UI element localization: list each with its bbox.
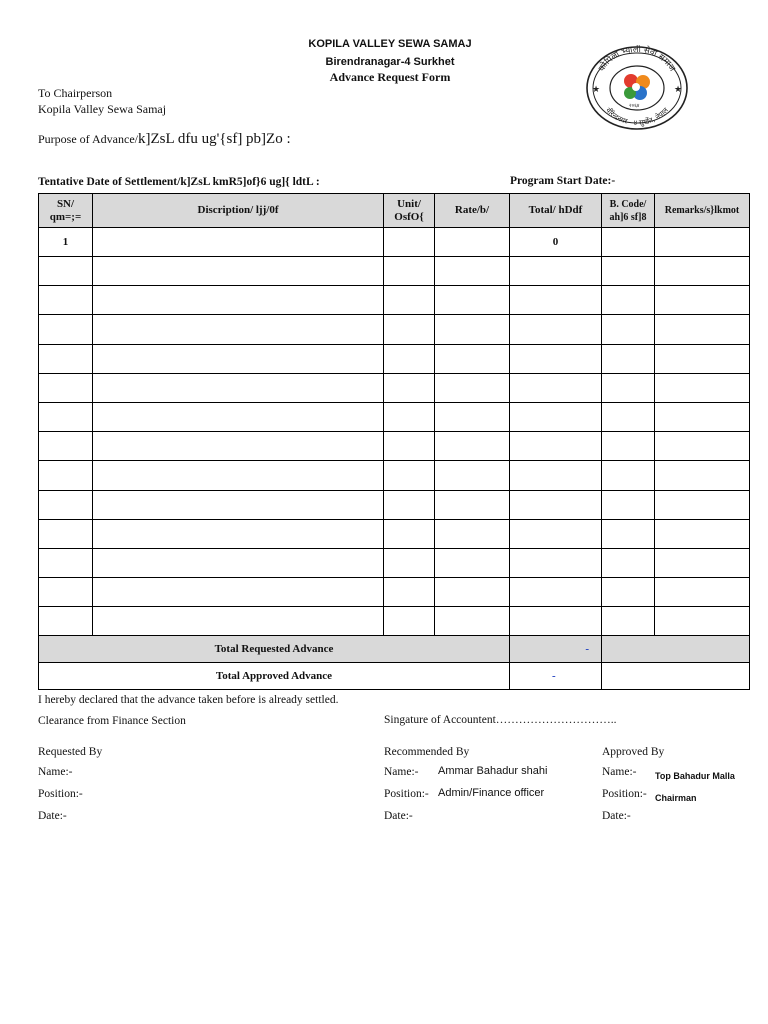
row-remarks[interactable] [655,578,750,607]
row-total[interactable] [510,607,602,636]
row-unit[interactable] [384,432,435,461]
table-row [39,402,750,431]
header-rate: Rate/b/ [435,194,510,228]
table-row [39,519,750,548]
approved-by-title: Approved By [602,746,665,758]
total-requested-value: - [585,643,589,656]
row-unit[interactable] [384,373,435,402]
purpose-label-alt: k]ZsL dfu ug'{sf] pb]Zo : [137,131,291,147]
row-budget-code[interactable] [602,519,655,548]
row-rate[interactable] [435,286,510,315]
row-unit[interactable] [384,548,435,577]
row-total[interactable] [510,344,602,373]
declaration-text: I hereby declared that the advance taken before is already settled. [38,694,339,706]
row-unit[interactable] [384,286,435,315]
row-description[interactable] [93,315,384,344]
svg-text:कोपिला भ्याली सेवा समाज: कोपिला भ्याली सेवा समाज [597,45,677,74]
purpose-of-advance [38,131,291,148]
row-unit[interactable] [384,315,435,344]
row-unit[interactable] [384,402,435,431]
row-description[interactable] [93,461,384,490]
approved-by-position-value: Chairman [655,793,697,803]
row-remarks[interactable] [655,373,750,402]
svg-text:वीरेन्द्रनगर - ४ सुर्खेत, नेपा: वीरेन्द्रनगर - ४ सुर्खेत, नेपाल [604,106,670,128]
row-sn[interactable] [39,548,93,577]
row-budget-code[interactable] [602,257,655,286]
row-description[interactable] [93,344,384,373]
row-budget-code[interactable] [602,607,655,636]
row-total[interactable] [510,257,602,286]
row-description[interactable] [93,402,384,431]
total-requested-label: Total Requested Advance [39,636,510,663]
row-sn[interactable] [39,286,93,315]
row-budget-code[interactable] [602,548,655,577]
row-total[interactable] [510,578,602,607]
row-rate[interactable] [435,315,510,344]
row-total[interactable] [510,402,602,431]
row-remarks[interactable] [655,228,750,257]
row-budget-code[interactable] [602,315,655,344]
advance-items-table [38,193,750,690]
organization-address: Birendranagar-4 Surkhet [325,56,455,68]
svg-text:★: ★ [674,84,683,94]
row-sn[interactable] [39,402,93,431]
row-description[interactable] [93,432,384,461]
row-remarks[interactable] [655,257,750,286]
total-requested-empty [602,636,750,663]
row-total[interactable] [510,373,602,402]
requested-by-title: Requested By [38,746,103,758]
row-rate[interactable] [435,257,510,286]
row-remarks[interactable] [655,461,750,490]
recommended-by-name-label: Name:- [384,766,419,778]
row-remarks[interactable] [655,490,750,519]
table-row [39,286,750,315]
approved-by-date-label: Date:- [602,810,631,822]
row-description[interactable] [93,373,384,402]
row-sn: 1 [39,228,93,257]
total-approved-label: Total Approved Advance [39,663,510,690]
row-unit[interactable] [384,257,435,286]
table-row [39,461,750,490]
header-unit: Unit/ OsfO{ [384,194,435,228]
row-total[interactable] [510,461,602,490]
row-budget-code[interactable] [602,578,655,607]
row-sn[interactable] [39,315,93,344]
header-remarks: Remarks/s}lkmot [655,194,750,228]
row-sn[interactable] [39,344,93,373]
row-budget-code[interactable] [602,461,655,490]
row-unit[interactable] [384,519,435,548]
requested-by-position-label: Position:- [38,788,83,800]
row-description[interactable] [93,519,384,548]
row-sn[interactable] [39,373,93,402]
table-row [39,373,750,402]
row-budget-code[interactable] [602,373,655,402]
total-approved-empty[interactable] [602,663,750,690]
settlement-date-label: Tentative Date of Settlement/k]ZsL kmR5]of}6 ug]{ ldtL : [38,176,320,188]
svg-text:★: ★ [592,84,601,94]
row-rate[interactable] [435,490,510,519]
row-remarks[interactable] [655,548,750,577]
requested-by-name-label: Name:- [38,766,73,778]
row-unit[interactable] [384,578,435,607]
row-rate[interactable] [435,228,510,257]
row-description[interactable] [93,228,384,257]
approved-by-name-value: Top Bahadur Malla [655,771,735,781]
row-unit[interactable] [384,461,435,490]
recommended-by-name-value: Ammar Bahadur shahi [438,765,548,777]
row-sn[interactable] [39,607,93,636]
recommended-by-position-value: Admin/Finance officer [438,787,545,799]
requested-by-date-label: Date:- [38,810,67,822]
table-row [39,344,750,373]
row-rate[interactable] [435,548,510,577]
table-row [39,432,750,461]
row-total[interactable] [510,286,602,315]
row-budget-code[interactable] [602,228,655,257]
row-budget-code[interactable] [602,286,655,315]
row-rate[interactable] [435,519,510,548]
row-sn[interactable] [39,490,93,519]
row-total[interactable] [510,548,602,577]
row-remarks[interactable] [655,432,750,461]
table-row [39,548,750,577]
header-total: Total/ hDdf [510,194,602,228]
row-rate[interactable] [435,432,510,461]
table-row [39,578,750,607]
recipient-title: To Chairperson [38,86,113,100]
row-sn[interactable] [39,519,93,548]
row-description[interactable] [93,490,384,519]
total-approved-row [39,663,750,690]
purpose-label: Purpose of Advance/ [38,132,138,146]
recipient-organization: Kopila Valley Sewa Samaj [38,102,167,116]
total-requested-row [39,636,750,663]
header-sn: SN/ qm=;= [39,194,93,228]
row-remarks[interactable] [655,344,750,373]
row-sn[interactable] [39,461,93,490]
row-rate[interactable] [435,373,510,402]
header-budget-code: B. Code/ ah]6 sf]8 [602,194,655,228]
row-rate[interactable] [435,461,510,490]
row-rate[interactable] [435,344,510,373]
recommended-by-position-label: Position:- [384,788,429,800]
approved-by-name-label: Name:- [602,766,637,778]
row-remarks[interactable] [655,402,750,431]
row-budget-code[interactable] [602,344,655,373]
organization-logo [585,45,689,131]
row-remarks[interactable] [655,286,750,315]
approved-by-position-label: Position:- [602,788,647,800]
row-budget-code[interactable] [602,432,655,461]
table-row [39,228,750,257]
row-rate[interactable] [435,402,510,431]
row-remarks[interactable] [655,315,750,344]
recommended-by-date-label: Date:- [384,810,413,822]
row-unit[interactable] [384,228,435,257]
program-start-date-label: Program Start Date:- [510,175,616,187]
recommended-by-title: Recommended By [384,746,470,758]
row-sn[interactable] [39,257,93,286]
organization-name: KOPILA VALLEY SEWA SAMAJ [308,38,472,50]
table-row [39,315,750,344]
row-unit[interactable] [384,607,435,636]
row-sn[interactable] [39,432,93,461]
row-total[interactable] [510,519,602,548]
row-description[interactable] [93,607,384,636]
row-remarks[interactable] [655,519,750,548]
row-total: 0 [510,228,602,257]
row-sn[interactable] [39,578,93,607]
accountant-signature-line: Singature of Accountent………………………….. [384,714,617,726]
row-description[interactable] [93,257,384,286]
row-rate[interactable] [435,607,510,636]
row-budget-code[interactable] [602,490,655,519]
table-row [39,490,750,519]
row-unit[interactable] [384,344,435,373]
row-total[interactable] [510,490,602,519]
table-header-row [39,194,750,228]
form-title: Advance Request Form [329,70,451,84]
row-unit[interactable] [384,490,435,519]
row-budget-code[interactable] [602,402,655,431]
header-description: Discription/ ljj/0f [93,194,384,228]
row-remarks[interactable] [655,607,750,636]
clearance-text: Clearance from Finance Section [38,715,186,727]
table-row [39,607,750,636]
row-total[interactable] [510,315,602,344]
row-rate[interactable] [435,578,510,607]
svg-text:२०६४: २०६४ [629,103,640,109]
row-description[interactable] [93,578,384,607]
total-approved-value: - [552,670,556,683]
row-description[interactable] [93,548,384,577]
table-row [39,257,750,286]
row-description[interactable] [93,286,384,315]
row-total[interactable] [510,432,602,461]
